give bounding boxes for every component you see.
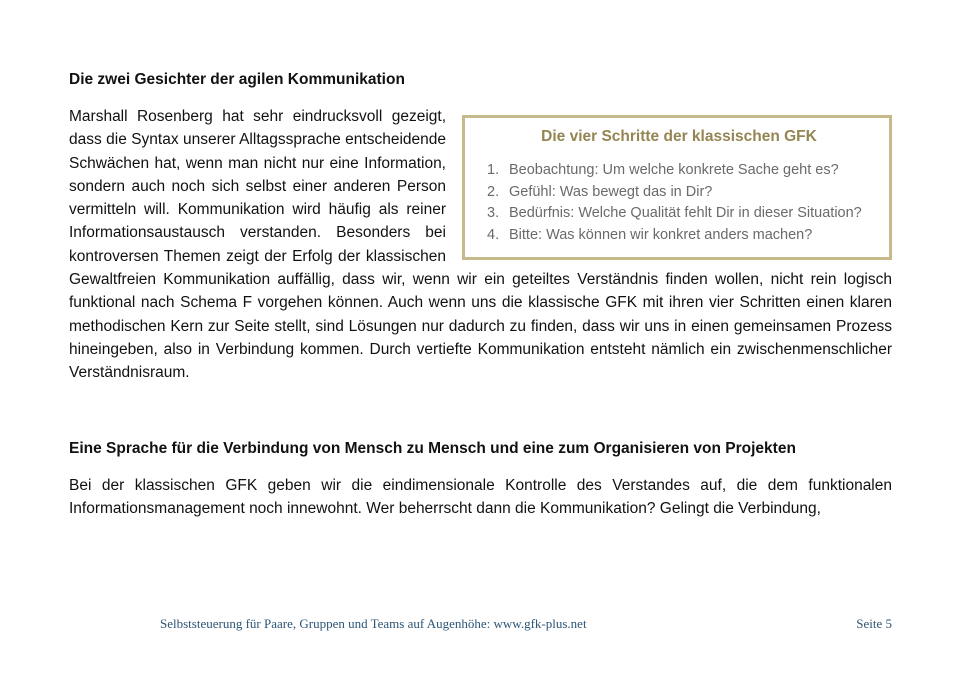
footer-page-number: Seite 5 [856, 616, 892, 631]
section-heading-language-connection: Eine Sprache für die Verbindung von Mensch zu Mensch und eine zum Organisieren von Projekten [69, 439, 796, 457]
gfk-step-item [487, 225, 871, 247]
section-paragraph-agile-communication: Marshall Rosenberg hat sehr eindrucksvoll gezeigt, dass die Syntax unserer Alltagssprache entscheidende Schwächen hat, wenn man nicht nur eine Information, sondern auch noch sich selbst einer anderen Person vermitteln will. Kommunikation wird häufig als reiner Informationsaustausch verstanden. Besonders bei kontroversen Themen zeigt der Erfolg der klassischen Gewaltfreien Kommunikation auffällig, dass wir, wenn wir ein geteiltes Verständnis finden wollen, nicht rein logisch funktional nach Schema F vorgehen können. Auch wenn uns die klassische GFK mit ihren vier Schritten einen klaren methodischen Kern zur Seite stellt, sind Lösungen nur dadurch zu finden, dass wir uns in einen gemeinsamen Prozess hineingeben, also in Verbindung kommen. Durch vertiefte Kommunikation entsteht nämlich ein zwischenmenschlicher Verständnisraum. [69, 108, 892, 382]
gfk-box-title: Die vier Schritte der klassischen GFK [541, 128, 817, 145]
gfk-steps-list [487, 160, 871, 246]
gfk-step-item [487, 160, 871, 182]
gfk-step-text: Gefühl: Was bewegt das in Dir? [509, 183, 713, 200]
gfk-step-number: 2. [487, 183, 500, 200]
gfk-steps-box [462, 115, 892, 260]
footer-title: Selbststeuerung für Paare, Gruppen und Teams auf Augenhöhe: www.gfk-plus.net [160, 616, 587, 631]
gfk-step-item [487, 182, 871, 204]
gfk-step-item [487, 203, 871, 225]
gfk-step-number: 3. [487, 205, 500, 221]
section-heading-agile-communication: Die zwei Gesichter der agilen Kommunikation [69, 71, 405, 88]
section-paragraph-language-connection: Bei der klassischen GFK geben wir die eindimensionale Kontrolle des Verstandes auf, die dem funktionalen Informationsmanagement noch innewohnt. Wer beherrscht dann die Kommunikation? Gelingt die Verbindung, [69, 476, 892, 517]
page-content [69, 68, 892, 520]
gfk-step-text: Bedürfnis: Welche Qualität fehlt Dir in dieser Situation? [509, 205, 862, 221]
gfk-step-text: Bitte: Was können wir konkret anders machen? [509, 226, 813, 243]
gfk-step-text: Beobachtung: Um welche konkrete Sache geht es? [509, 162, 839, 178]
gfk-step-number: 4. [487, 226, 500, 243]
gfk-step-number: 1. [487, 162, 500, 178]
